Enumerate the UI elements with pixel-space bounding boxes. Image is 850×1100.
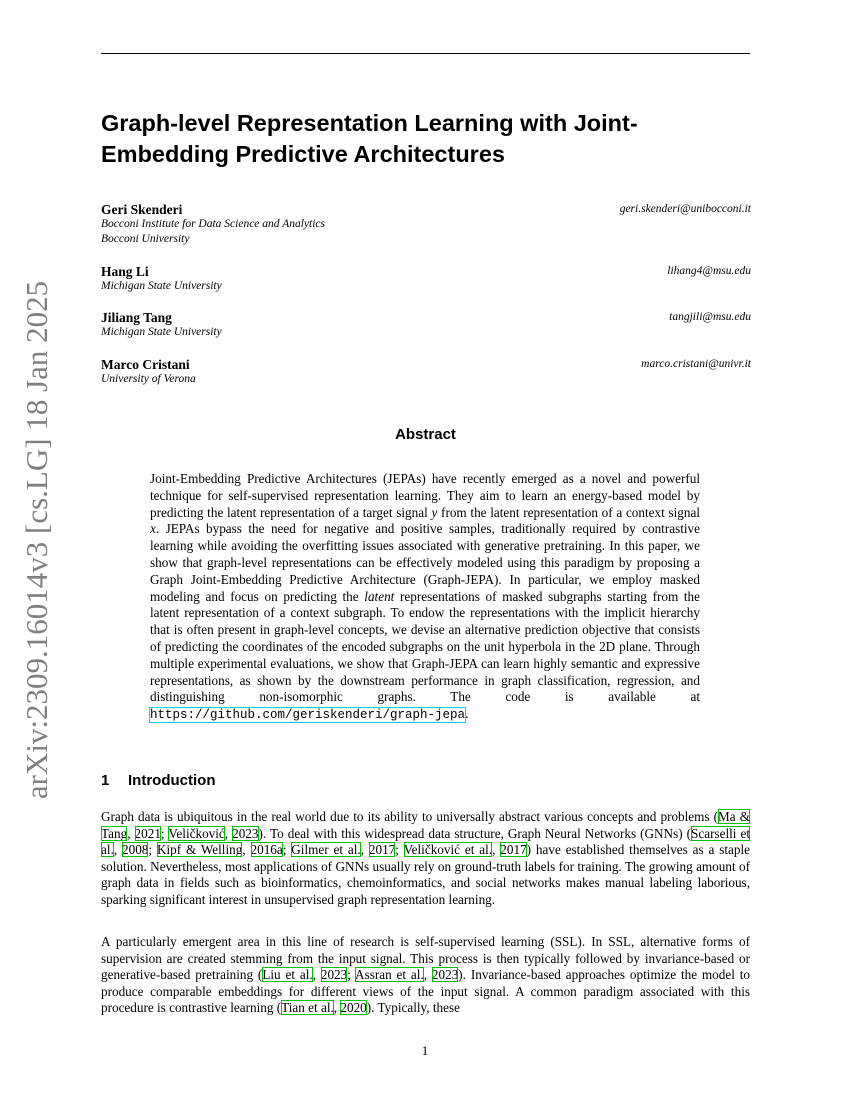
body-text-span: ). To deal with this widespread data structure, Graph Neural Networks (GNNs) ( — [258, 825, 692, 841]
citation-link[interactable]: 2020 — [340, 1000, 367, 1015]
body-paragraph — [101, 809, 750, 908]
citation-link[interactable]: 2017 — [368, 842, 396, 857]
body-text-span: ; — [347, 967, 356, 982]
body-text-span: ; — [395, 842, 404, 857]
body-text-span: A particularly emergent area in this line of research is self-supervised learning (SSL). In SSL, alternative forms of supervision are created stemming from the input signal. This process is then typically followed by invariance-based or generative-based pretraining ( — [101, 934, 750, 982]
abstract-text-span: . — [465, 706, 469, 722]
body-text-span: ; — [160, 825, 169, 841]
citation-link[interactable]: Ma & Tang — [101, 809, 750, 841]
citation-link[interactable]: Assran et al. — [355, 967, 424, 982]
author-affiliation: Bocconi Institute for Data Science and Analytics — [101, 218, 325, 230]
author-name: Marco Cristani — [101, 357, 190, 372]
body-text-span: , — [242, 842, 251, 857]
citation-link[interactable]: 2021 — [134, 825, 161, 841]
body-text-span: , — [423, 967, 432, 982]
author-block — [101, 202, 751, 247]
body-text-span: ) have established themselves as a staple solution. Nevertheless, most applications of GNNs usually rely on ground-truth labels for training. The growing amount of graph data in fields such as bioinformatics, chemoinformatics, and social networks makes manual labeling laborious, sparking significant interest in unsupervised graph representation learning. — [101, 842, 751, 907]
citation-link[interactable]: Tian et al. — [281, 1000, 334, 1015]
citation-link[interactable]: Kipf & Welling — [156, 842, 243, 857]
body-text-span: , — [113, 842, 123, 857]
abstract-text — [150, 471, 700, 724]
citation-link[interactable]: 2017 — [500, 842, 527, 857]
abstract-heading: Abstract — [395, 426, 456, 443]
citation-link[interactable]: Veličković — [168, 825, 225, 841]
paper-title: Graph-level Representation Learning with Joint-Embedding Predictive Architectures — [101, 110, 638, 167]
math-variable: y — [431, 504, 438, 520]
author-email[interactable]: geri.skenderi@unibocconi.it — [619, 203, 751, 215]
arxiv-identifier: arXiv:2309.16014v3 [cs.LG] 18 Jan 2025 — [19, 280, 54, 800]
author-name: Jiliang Tang — [101, 310, 172, 325]
body-text-span: , — [333, 1000, 341, 1015]
author-affiliation: Bocconi University — [101, 233, 190, 245]
body-text-span: , — [312, 967, 321, 982]
abstract-text-span: representations of masked subgraphs starting from the latent representation of a context subgraph. To endow the representations with the implicit hierarchy that is often present in graph-level concepts, we devise an alternative prediction objective that consists of predicting the coordinates of the encoded subgraphs on the unit hyperbola in the 2D plane. Through multiple experimental evaluations, we show that Graph-JEPA can learn highly semantic and expressive representations, as shown by the downstream performance in graph classification, regression, and distinguishing non-isomorphic graphs. The code is available at — [150, 588, 701, 705]
author-name: Geri Skenderi — [101, 202, 183, 217]
code-repository-link[interactable]: https://github.com/geriskenderi/graph-jepa — [150, 708, 466, 723]
body-paragraph — [101, 934, 750, 1017]
emphasis-text: latent — [364, 588, 395, 604]
body-text-span: , — [224, 825, 233, 841]
section-number: 1 — [101, 772, 110, 789]
abstract-text-span: Joint-Embedding Predictive Architectures (JEPAs) have recently emerged as a novel and powerful technique for self-supervised representation learning. They aim to learn an energy-based model by predicting the latent representation of a target signal — [150, 471, 700, 520]
body-text-span: ; — [148, 842, 157, 857]
citation-link[interactable]: 2023 — [320, 967, 348, 982]
author-affiliation: Michigan State University — [101, 326, 222, 338]
abstract-text-span: from the latent representation of a context signal — [437, 504, 700, 520]
body-text-span: , — [360, 842, 369, 857]
author-affiliation: University of Verona — [101, 373, 196, 385]
section-title: Introduction — [128, 772, 216, 789]
citation-link[interactable]: 2008 — [122, 842, 149, 857]
author-name: Hang Li — [101, 264, 149, 279]
body-text-span: ). Invariance-based approaches optimize the model to produce comparable embeddings for different views of the input signal. A common paradigm associated with this procedure is contrastive learning ( — [101, 967, 750, 1015]
body-text-span: ; — [282, 842, 292, 857]
section-heading — [101, 772, 215, 789]
author-affiliation: Michigan State University — [101, 280, 222, 292]
page-number: 1 — [421, 1043, 429, 1058]
body-text-span: , — [127, 825, 135, 841]
author-email[interactable]: marco.cristani@univr.it — [641, 358, 751, 370]
author-email[interactable]: lihang4@msu.edu — [667, 265, 751, 277]
citation-link[interactable]: Scarselli et al. — [101, 825, 750, 857]
citation-link[interactable]: Veličković et al. — [403, 842, 493, 857]
author-block — [101, 357, 751, 387]
body-text-span: ). Typically, these — [366, 1000, 460, 1015]
author-block — [101, 310, 751, 340]
header-rule — [101, 53, 750, 54]
citation-link[interactable]: Liu et al. — [262, 967, 313, 982]
citation-link[interactable]: 2023 — [431, 967, 459, 982]
citation-link[interactable]: 2023 — [232, 825, 259, 841]
body-text-span: , — [492, 842, 501, 857]
citation-link[interactable]: 2016a — [250, 842, 283, 857]
abstract-text-span: . JEPAs bypass the need for negative and positive samples, traditionally required by contrastive learning while avoiding the overfitting issues associated with generative pretraining. In this paper, we show that graph-level representations can be effectively modeled using this paradigm by proposing a Graph Joint-Embedding Predictive Architecture (Graph-JEPA). In particular, we employ masked modeling and focus on predicting the — [150, 521, 700, 604]
body-text-span: Graph data is ubiquitous in the real world due to its ability to universally abstract various concepts and problems ( — [101, 809, 719, 824]
author-email[interactable]: tangjili@msu.edu — [669, 311, 751, 323]
math-variable: x — [150, 521, 156, 537]
citation-link[interactable]: Gilmer et al. — [291, 842, 361, 857]
author-block — [101, 264, 751, 294]
